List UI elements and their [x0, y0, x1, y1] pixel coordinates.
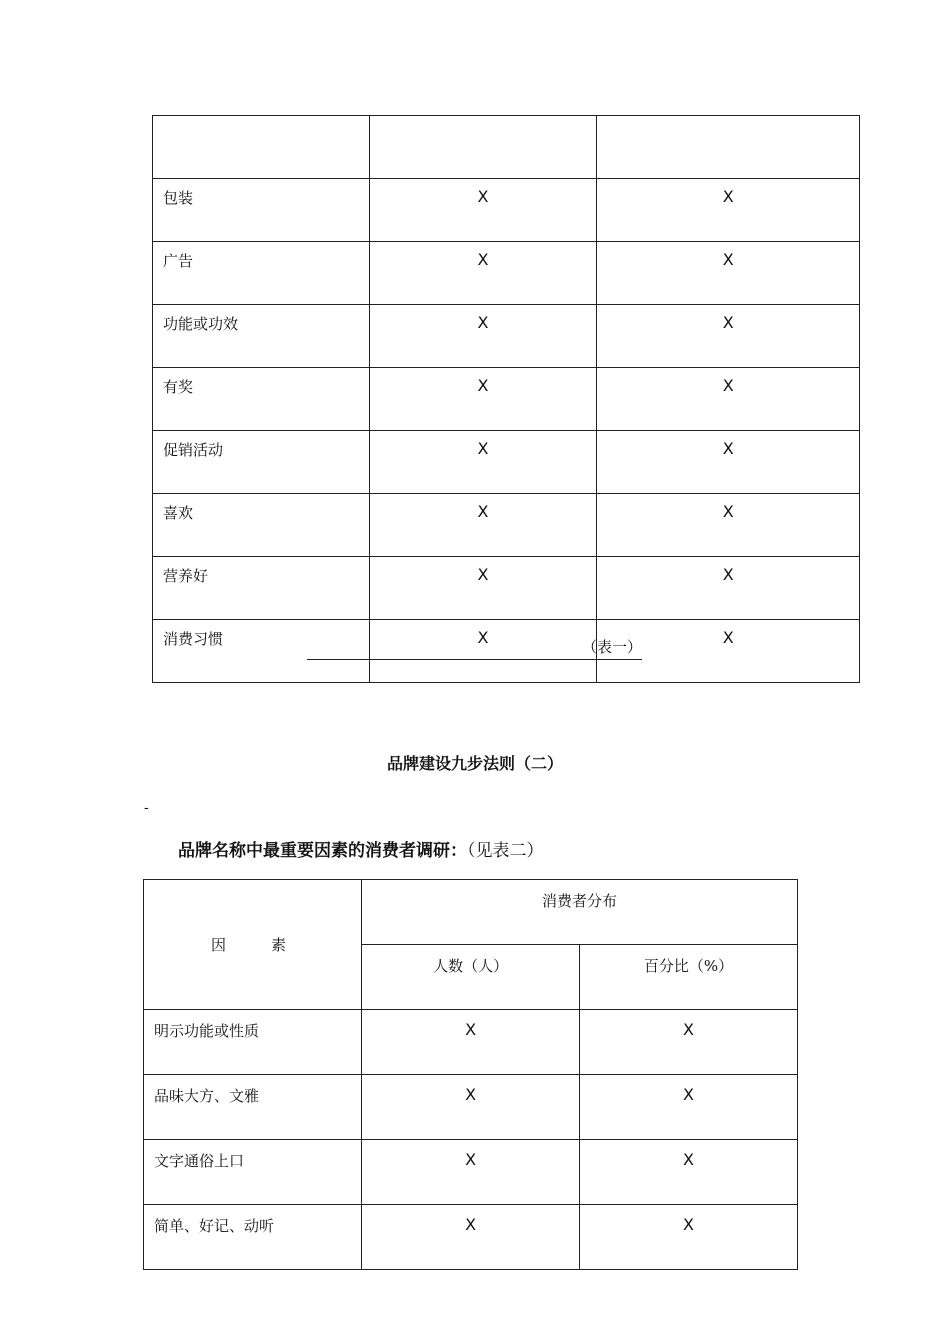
dash-mark: - — [144, 800, 149, 816]
row-value: X — [369, 242, 597, 305]
row-label: 营养好 — [153, 557, 370, 620]
row-value: X — [362, 1140, 580, 1205]
row-value: X — [362, 1075, 580, 1140]
row-label: 广告 — [153, 242, 370, 305]
intro-reference-text: （见表二） — [467, 841, 544, 861]
row-value: X — [597, 368, 860, 431]
table-two-intro — [178, 836, 544, 861]
row-label: 促销活动 — [153, 431, 370, 494]
header-cell — [153, 116, 370, 179]
row-value: X — [597, 620, 860, 683]
row-value: X — [597, 557, 860, 620]
header-cell — [597, 116, 860, 179]
table-row — [153, 242, 860, 305]
row-value: X — [362, 1010, 580, 1075]
table-row — [153, 179, 860, 242]
row-label: 喜欢 — [153, 494, 370, 557]
row-value: X — [369, 368, 597, 431]
row-value: X — [597, 431, 860, 494]
row-label: 明示功能或性质 — [144, 1010, 362, 1075]
factor-header-label: 因 素 — [211, 936, 287, 954]
table-two — [143, 879, 798, 1270]
table-row — [144, 1075, 798, 1140]
row-value: X — [369, 305, 597, 368]
distribution-header: 消费者分布 — [362, 880, 798, 945]
count-header: 人数（人） — [362, 945, 580, 1010]
row-value: X — [597, 242, 860, 305]
table-row — [153, 368, 860, 431]
row-value: X — [362, 1205, 580, 1270]
row-label: 有奖 — [153, 368, 370, 431]
table-one — [152, 115, 860, 683]
row-value: X — [580, 1075, 798, 1140]
row-value: X — [580, 1140, 798, 1205]
row-label: 消费习惯 — [153, 620, 370, 683]
row-value: X — [369, 557, 597, 620]
table-one-caption: （表一） — [307, 636, 642, 660]
row-value: X — [597, 305, 860, 368]
header-cell — [369, 116, 597, 179]
row-label: 包装 — [153, 179, 370, 242]
row-label: 品味大方、文雅 — [144, 1075, 362, 1140]
factor-header — [144, 880, 362, 1010]
row-label: 功能或功效 — [153, 305, 370, 368]
row-value: X — [369, 494, 597, 557]
row-value: X — [369, 620, 597, 683]
intro-bold-text: 品牌名称中最重要因素的消费者调研： — [178, 841, 467, 861]
row-value: X — [597, 494, 860, 557]
table-row — [153, 557, 860, 620]
table-row — [153, 305, 860, 368]
table-row — [153, 494, 860, 557]
row-value: X — [597, 179, 860, 242]
row-value: X — [580, 1010, 798, 1075]
table-row — [144, 1010, 798, 1075]
table-row — [153, 431, 860, 494]
row-value: X — [369, 179, 597, 242]
row-value: X — [580, 1205, 798, 1270]
row-label: 简单、好记、动听 — [144, 1205, 362, 1270]
table-row — [144, 1205, 798, 1270]
row-label: 文字通俗上口 — [144, 1140, 362, 1205]
table-header-row — [144, 880, 798, 945]
row-value: X — [369, 431, 597, 494]
table-header-row — [153, 116, 860, 179]
section-title: 品牌建设九步法则（二） — [386, 754, 563, 773]
table-row — [144, 1140, 798, 1205]
percent-header: 百分比（%） — [580, 945, 798, 1010]
